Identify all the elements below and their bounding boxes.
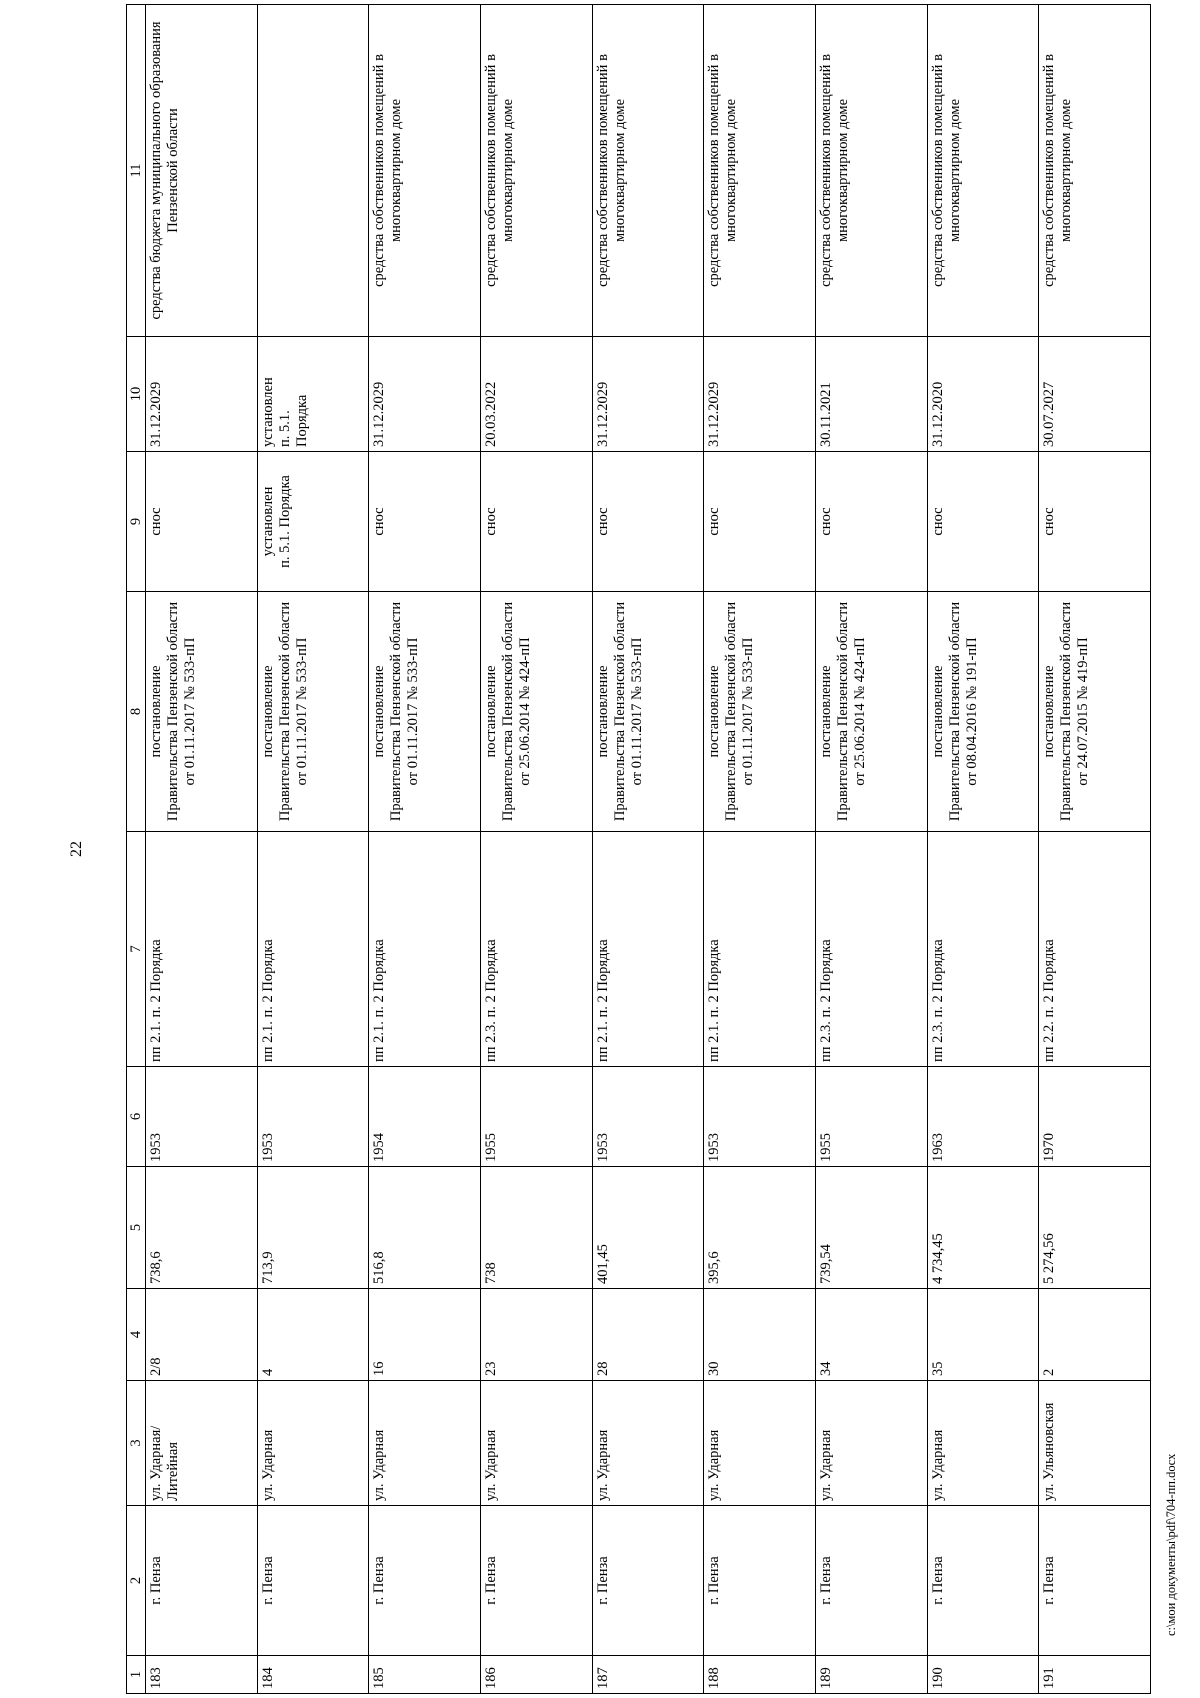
street-cell: ул. Ударная (815, 1381, 927, 1506)
resolution-cell: постановление Правительства Пензенской области от 08.04.2016 № 191-пП (927, 592, 1039, 832)
table-row (480, 5, 592, 1694)
area-cell: 5 274,56 (1039, 1167, 1151, 1289)
column-header: 8 (127, 592, 146, 832)
resolution-cell: постановление Правительства Пензенской области от 01.11.2017 № 533-пП (592, 592, 704, 832)
table-row (369, 5, 481, 1694)
house-number-cell: 30 (704, 1289, 816, 1381)
funding-source-cell (257, 5, 369, 337)
house-number-cell: 23 (480, 1289, 592, 1381)
row-number: 188 (704, 1656, 816, 1694)
criteria-cell: пп 2.3. п. 2 Порядка (815, 832, 927, 1067)
criteria-cell: пп 2.3. п. 2 Порядка (480, 832, 592, 1067)
resolution-cell: постановление Правительства Пензенской области от 25.06.2014 № 424-пП (815, 592, 927, 832)
year-cell: 1953 (704, 1067, 816, 1167)
deadline-cell: 20.03.2022 (480, 337, 592, 452)
street-cell: ул. Ударная/ Литейная (146, 1381, 258, 1506)
deadline-cell: 31.12.2029 (592, 337, 704, 452)
criteria-cell: пп 2.1. п. 2 Порядка (592, 832, 704, 1067)
column-header: 2 (127, 1506, 146, 1656)
resolution-cell: постановление Правительства Пензенской области от 01.11.2017 № 533-пП (704, 592, 816, 832)
house-number-cell: 28 (592, 1289, 704, 1381)
area-cell: 516,8 (369, 1167, 481, 1289)
area-cell: 739,54 (815, 1167, 927, 1289)
city-cell: г. Пенза (146, 1506, 258, 1656)
year-cell: 1955 (480, 1067, 592, 1167)
column-header: 9 (127, 452, 146, 592)
street-cell: ул. Ударная (480, 1381, 592, 1506)
house-number-cell: 16 (369, 1289, 481, 1381)
action-cell: снос (369, 452, 481, 592)
column-header: 10 (127, 337, 146, 452)
action-cell: снос (1039, 452, 1151, 592)
resolution-cell: постановление Правительства Пензенской области от 01.11.2017 № 533-пП (369, 592, 481, 832)
street-cell: ул. Ударная (927, 1381, 1039, 1506)
area-cell: 713,9 (257, 1167, 369, 1289)
action-cell: установлен п. 5.1. Порядка (257, 452, 369, 592)
city-cell: г. Пенза (704, 1506, 816, 1656)
city-cell: г. Пенза (1039, 1506, 1151, 1656)
housing-table (126, 4, 1151, 1694)
column-header: 4 (127, 1289, 146, 1381)
city-cell: г. Пенза (592, 1506, 704, 1656)
row-number: 183 (146, 1656, 258, 1694)
column-header: 11 (127, 5, 146, 337)
street-cell: ул. Ульяновская (1039, 1381, 1151, 1506)
street-cell: ул. Ударная (257, 1381, 369, 1506)
column-header: 5 (127, 1167, 146, 1289)
table-row (592, 5, 704, 1694)
area-cell: 738,6 (146, 1167, 258, 1289)
city-cell: г. Пенза (815, 1506, 927, 1656)
funding-source-cell: средства собственников помещений в многоквартирном доме (592, 5, 704, 337)
action-cell: снос (480, 452, 592, 592)
year-cell: 1970 (1039, 1067, 1151, 1167)
funding-source-cell: средства собственников помещений в многоквартирном доме (815, 5, 927, 337)
action-cell: снос (592, 452, 704, 592)
funding-source-cell: средства собственников помещений в многоквартирном доме (369, 5, 481, 337)
street-cell: ул. Ударная (592, 1381, 704, 1506)
deadline-cell: 30.11.2021 (815, 337, 927, 452)
action-cell: снос (146, 452, 258, 592)
column-number-row (127, 5, 146, 1694)
area-cell: 4 734,45 (927, 1167, 1039, 1289)
deadline-cell: 31.12.2020 (927, 337, 1039, 452)
area-cell: 738 (480, 1167, 592, 1289)
year-cell: 1955 (815, 1067, 927, 1167)
street-cell: ул. Ударная (369, 1381, 481, 1506)
housing-table-container (126, 5, 1151, 1694)
house-number-cell: 35 (927, 1289, 1039, 1381)
resolution-cell: постановление Правительства Пензенской области от 01.11.2017 № 533-пП (257, 592, 369, 832)
area-cell: 395,6 (704, 1167, 816, 1289)
resolution-cell: постановление Правительства Пензенской области от 25.06.2014 № 424-пП (480, 592, 592, 832)
row-number: 187 (592, 1656, 704, 1694)
deadline-cell: 30.07.2027 (1039, 337, 1151, 452)
criteria-cell: пп 2.2. п. 2 Порядка (1039, 832, 1151, 1067)
city-cell: г. Пенза (257, 1506, 369, 1656)
table-row (927, 5, 1039, 1694)
row-number: 186 (480, 1656, 592, 1694)
area-cell: 401,45 (592, 1167, 704, 1289)
table-row (704, 5, 816, 1694)
column-header: 6 (127, 1067, 146, 1167)
city-cell: г. Пенза (927, 1506, 1039, 1656)
footer-file-path: c:\мои документы\pdf\704-пп.docx (1164, 1453, 1178, 1636)
year-cell: 1954 (369, 1067, 481, 1167)
action-cell: снос (927, 452, 1039, 592)
deadline-cell: 31.12.2029 (146, 337, 258, 452)
funding-source-cell: средства бюджета муниципального образования Пензенской области (146, 5, 258, 337)
year-cell: 1953 (257, 1067, 369, 1167)
column-header: 7 (127, 832, 146, 1067)
table-row (146, 5, 258, 1694)
deadline-cell: установлен п. 5.1. Порядка (257, 337, 369, 452)
criteria-cell: пп 2.3. п. 2 Порядка (927, 832, 1039, 1067)
resolution-cell: постановление Правительства Пензенской области от 01.11.2017 № 533-пП (146, 592, 258, 832)
action-cell: снос (704, 452, 816, 592)
deadline-cell: 31.12.2029 (704, 337, 816, 452)
criteria-cell: пп 2.1. п. 2 Порядка (146, 832, 258, 1067)
column-header: 1 (127, 1656, 146, 1694)
city-cell: г. Пенза (480, 1506, 592, 1656)
resolution-cell: постановление Правительства Пензенской области от 24.07.2015 № 419-пП (1039, 592, 1151, 832)
column-header: 3 (127, 1381, 146, 1506)
page-number: 22 (68, 841, 85, 857)
row-number: 191 (1039, 1656, 1151, 1694)
funding-source-cell: средства собственников помещений в многоквартирном доме (927, 5, 1039, 337)
street-cell: ул. Ударная (704, 1381, 816, 1506)
table-row (1039, 5, 1151, 1694)
row-number: 185 (369, 1656, 481, 1694)
criteria-cell: пп 2.1. п. 2 Порядка (369, 832, 481, 1067)
table-body (146, 5, 1151, 1694)
table-row (257, 5, 369, 1694)
house-number-cell: 2/8 (146, 1289, 258, 1381)
criteria-cell: пп 2.1. п. 2 Порядка (704, 832, 816, 1067)
house-number-cell: 2 (1039, 1289, 1151, 1381)
deadline-cell: 31.12.2029 (369, 337, 481, 452)
criteria-cell: пп 2.1. п. 2 Порядка (257, 832, 369, 1067)
funding-source-cell: средства собственников помещений в многоквартирном доме (480, 5, 592, 337)
funding-source-cell: средства собственников помещений в многоквартирном доме (1039, 5, 1151, 337)
funding-source-cell: средства собственников помещений в многоквартирном доме (704, 5, 816, 337)
year-cell: 1953 (146, 1067, 258, 1167)
year-cell: 1963 (927, 1067, 1039, 1167)
row-number: 190 (927, 1656, 1039, 1694)
action-cell: снос (815, 452, 927, 592)
house-number-cell: 34 (815, 1289, 927, 1381)
year-cell: 1953 (592, 1067, 704, 1167)
table-row (815, 5, 927, 1694)
row-number: 189 (815, 1656, 927, 1694)
house-number-cell: 4 (257, 1289, 369, 1381)
city-cell: г. Пенза (369, 1506, 481, 1656)
row-number: 184 (257, 1656, 369, 1694)
